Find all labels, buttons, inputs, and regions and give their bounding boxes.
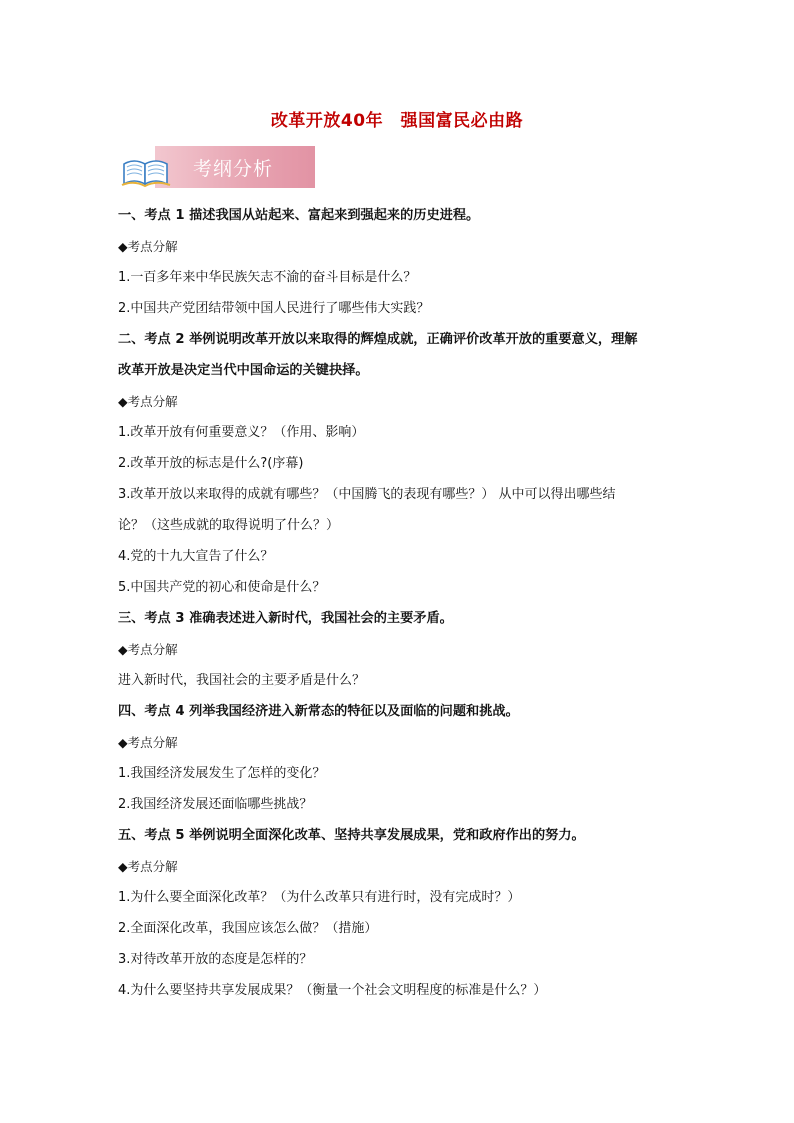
list-item: 2.中国共产党团结带领中国人民进行了哪些伟大实践？ [118,301,430,316]
list-item: 1.我国经济发展发生了怎样的变化？ [118,766,326,781]
document-content [118,200,680,1006]
subsection-label: ◆考点分解 [118,859,178,874]
open-book-icon [121,154,171,188]
subsection-label: ◆考点分解 [118,735,178,750]
subsection-label: ◆考点分解 [118,239,178,254]
list-item: 3.改革开放以来取得的成就有哪些？（中国腾飞的表现有哪些？） 从中可以得出哪些结 [118,487,616,502]
list-item: 2.全面深化改革，我国应该怎么做？（措施） [118,921,378,936]
list-item: 4.为什么要坚持共享发展成果？（衡量一个社会文明程度的标准是什么？） [118,983,547,998]
section-heading: 一、考点 1 描述我国从站起来、富起来到强起来的历史进程。 [118,208,480,223]
list-item: 1.改革开放有何重要意义？（作用、影响） [118,425,365,440]
document-title: 改革开放40年 强国富民必由路 [270,111,524,131]
section-banner [121,146,315,188]
section-heading: 五、考点 5 举例说明全面深化改革、坚持共享发展成果，党和政府作出的努力。 [118,828,585,843]
subsection-label: ◆考点分解 [118,642,178,657]
list-item: 2.我国经济发展还面临哪些挑战？ [118,797,313,812]
section-heading: 二、考点 2 举例说明改革开放以来取得的辉煌成就，正确评价改革开放的重要意义，理解 [118,332,638,347]
subsection-label: ◆考点分解 [118,394,178,409]
list-item: 1.一百多年来中华民族矢志不渝的奋斗目标是什么？ [118,270,417,285]
list-item: 进入新时代，我国社会的主要矛盾是什么？ [118,673,366,688]
list-item: 3.对待改革开放的态度是怎样的？ [118,952,313,967]
section-heading: 三、考点 3 准确表述进入新时代，我国社会的主要矛盾。 [118,611,453,626]
list-item-continued: 论？（这些成就的取得说明了什么？） [118,518,340,533]
list-item: 2.改革开放的标志是什么?(序幕) [118,456,304,471]
list-item: 5.中国共产党的初心和使命是什么？ [118,580,326,595]
section-heading: 四、考点 4 列举我国经济进入新常态的特征以及面临的问题和挑战。 [118,704,519,719]
list-item: 1.为什么要全面深化改革？（为什么改革只有进行时，没有完成时？） [118,890,521,905]
banner-label: 考纲分析 [193,158,274,180]
section-heading-continued: 改革开放是决定当代中国命运的关键抉择。 [118,363,369,378]
list-item: 4.党的十九大宣告了什么？ [118,549,274,564]
